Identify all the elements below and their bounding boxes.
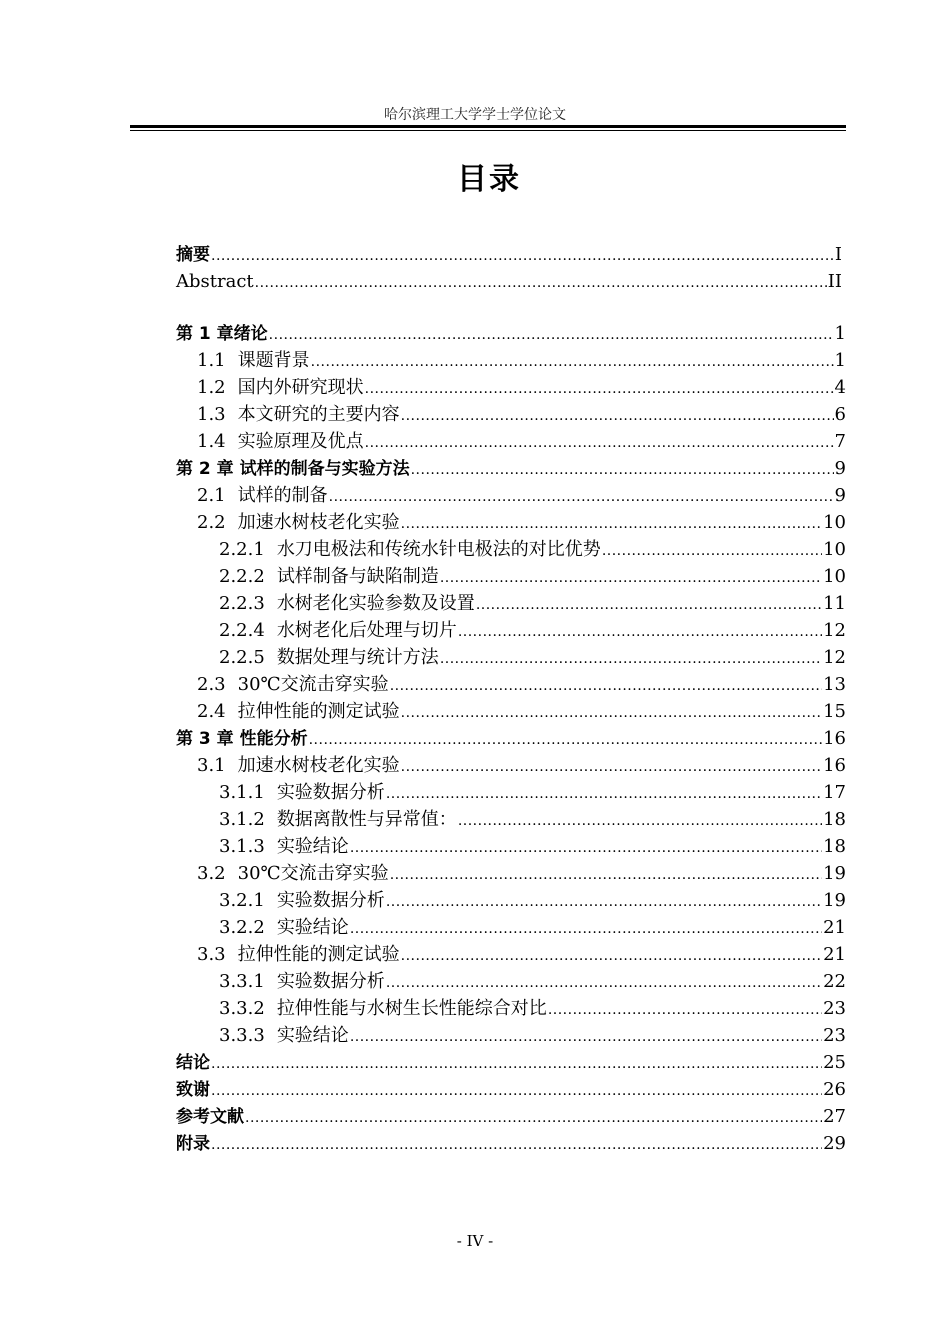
toc-dot-leader [269,322,834,349]
toc-entry-label [176,241,210,269]
toc-entry[interactable] [219,590,846,617]
toc-entry-label [219,887,385,914]
toc-entry-title: 拉伸性能的测定试验 [237,944,400,965]
toc-entry-page: 18 [823,836,846,857]
toc-dot-leader [350,916,822,943]
toc-dot-leader [401,754,822,781]
toc-entry-label [219,995,547,1022]
toc-dot-leader [211,243,834,270]
toc-entry-title: 实验数据分析 [276,890,385,911]
toc-entry-label [197,428,364,455]
toc-dot-leader [548,997,822,1024]
toc-entry[interactable] [176,320,846,347]
toc-entry-title: 参考文献 [176,1107,244,1127]
toc-entry-label [176,725,308,753]
toc-entry-number: 2.2.4 [219,620,265,641]
toc-entry-label [197,752,400,779]
toc-entry-label [176,1103,244,1131]
toc-entry-title: 本文研究的主要内容 [237,404,400,425]
toc-dot-leader [245,1105,822,1132]
toc-entry-page: 23 [823,1025,846,1046]
toc-entry-title: 结论 [176,1053,210,1073]
toc-entry-title: 第 2 章 试样的制备与实验方法 [176,459,410,479]
toc-entry-page: 16 [823,728,846,749]
toc-entry[interactable] [197,347,846,374]
toc-entry-title: 致谢 [176,1080,210,1100]
toc-dot-leader [476,592,822,619]
toc-dot-leader [440,565,822,592]
toc-entry-label [176,1076,210,1104]
toc-entry-title: 加速水树枝老化实验 [237,512,400,533]
toc-entry-page: 17 [823,782,846,803]
toc-entry-label [197,509,400,536]
toc-entry-number: 2.3 [197,674,226,695]
toc-entry-number: 3.3 [197,944,226,965]
toc-entry-title: 水树老化实验参数及设置 [276,593,475,614]
toc-entry-label [219,644,439,671]
toc-entry-label [219,806,457,833]
toc-entry-page: 27 [823,1106,846,1127]
toc-entry-title: 拉伸性能与水树生长性能综合对比 [276,998,547,1019]
toc-entry-title: 数据离散性与异常值： [276,809,457,830]
toc-entry-page: 19 [823,863,846,884]
toc-entry[interactable] [219,644,846,671]
toc-entry-page: 7 [834,431,846,452]
toc-entry-title: 实验数据分析 [276,971,385,992]
toc-entry-page: 18 [823,809,846,830]
toc-entry-label [219,833,349,860]
toc-dot-leader [390,673,822,700]
toc-entry-number: 1.3 [197,404,226,425]
toc-entry[interactable] [176,1076,846,1103]
toc-dot-leader [401,700,822,727]
toc-dot-leader [255,270,827,297]
toc-entry-title: Abstract [176,271,254,292]
toc-entry-label [219,779,385,806]
toc-entry-label [197,671,389,698]
toc-entry-number: 3.1.2 [219,809,265,830]
toc-entry-page: 29 [823,1133,846,1154]
toc-entry[interactable] [197,941,846,968]
toc-entry-page: 19 [823,890,846,911]
toc-dot-leader [440,646,822,673]
toc-entry[interactable] [219,1022,846,1049]
toc-entry-title: 实验结论 [276,1025,349,1046]
toc-entry-page: 4 [834,377,846,398]
toc-entry-label [176,1130,210,1158]
toc-entry-page: I [834,244,842,265]
toc-entry-page: 1 [834,323,846,344]
toc-entry[interactable] [176,1103,846,1130]
toc-entry-number: 2.2.5 [219,647,265,668]
toc-entry-label [219,590,475,617]
toc-entry-label [197,401,400,428]
toc-entry-number: 3.1.3 [219,836,265,857]
toc-entry-page: 11 [823,593,846,614]
toc-dot-leader [401,943,822,970]
toc-entry-title: 30℃交流击穿实验 [237,863,389,884]
toc-entry-number: 2.2 [197,512,226,533]
toc-entry-title: 水树老化后处理与切片 [276,620,457,641]
toc-entry[interactable] [219,968,846,995]
toc-entry-title: 数据处理与统计方法 [276,647,439,668]
toc-entry-title: 摘要 [176,245,210,265]
toc-entry-page: 12 [823,620,846,641]
toc-entry[interactable] [176,241,842,268]
toc-entry-title: 加速水树枝老化实验 [237,755,400,776]
toc-entry-label [176,320,268,348]
toc-dot-leader [365,430,834,457]
toc-entry-page: 21 [823,944,846,965]
toc-entry-number: 2.2.1 [219,539,265,560]
toc-entry-number: 3.3.2 [219,998,265,1019]
toc-entry-title: 第 1 章绪论 [176,324,268,344]
table-of-contents [0,241,950,1201]
toc-entry-label [219,914,349,941]
toc-dot-leader [309,727,823,754]
toc-dot-leader [401,511,822,538]
toc-entry-page: 10 [823,539,846,560]
toc-entry-page: 16 [823,755,846,776]
toc-dot-leader [365,376,834,403]
toc-entry[interactable] [219,995,846,1022]
toc-entry-page: 22 [823,971,846,992]
toc-entry-label [176,1049,210,1077]
toc-entry-number: 3.2 [197,863,226,884]
toc-entry[interactable] [176,725,846,752]
toc-entry-title: 实验数据分析 [276,782,385,803]
toc-entry-label [176,455,410,483]
toc-entry-number: 2.2.2 [219,566,265,587]
header-rule-thick [130,125,846,128]
toc-entry[interactable] [197,401,846,428]
toc-entry-number: 3.1 [197,755,226,776]
toc-entry-page: 12 [823,647,846,668]
toc-dot-leader [386,781,822,808]
toc-entry-page: 25 [823,1052,846,1073]
toc-entry-number: 3.3.3 [219,1025,265,1046]
toc-entry[interactable] [176,455,846,482]
toc-entry-page: 21 [823,917,846,938]
toc-entry[interactable] [176,1130,846,1157]
toc-dot-leader [401,403,834,430]
toc-entry[interactable] [197,860,846,887]
toc-entry[interactable] [197,752,846,779]
toc-entry-number: 3.2.1 [219,890,265,911]
toc-entry-title: 第 3 章 性能分析 [176,729,308,749]
toc-dot-leader [211,1078,822,1105]
toc-entry-label [197,941,400,968]
toc-entry-number: 2.2.3 [219,593,265,614]
toc-entry-page: II [827,271,842,292]
toc-entry-label [219,968,385,995]
toc-entry[interactable] [176,1049,846,1076]
toc-dot-leader [311,349,834,376]
toc-entry-page: 6 [834,404,846,425]
toc-entry-page: 13 [823,674,846,695]
toc-entry-page: 10 [823,566,846,587]
toc-entry-label [197,698,400,725]
toc-entry-number: 1.2 [197,377,226,398]
toc-entry-page: 9 [834,458,846,479]
toc-dot-leader [386,889,822,916]
toc-entry[interactable] [219,617,846,644]
toc-entry-label [197,860,389,887]
page-header: 哈尔滨理工大学学士学位论文 [384,107,566,123]
toc-entry[interactable] [219,536,846,563]
toc-entry-page: 10 [823,512,846,533]
toc-entry-label [197,374,364,401]
toc-dot-leader [350,835,822,862]
toc-entry-page: 9 [834,485,846,506]
page-number: - IV - [456,1232,494,1250]
toc-entry-title: 试样的制备 [237,485,328,506]
header-rule-thin [130,130,846,131]
toc-entry[interactable] [219,914,846,941]
toc-entry-label [219,617,457,644]
toc-entry-number: 2.4 [197,701,226,722]
toc-entry-number: 2.1 [197,485,226,506]
toc-entry[interactable] [197,671,846,698]
toc-dot-leader [602,538,822,565]
toc-entry-title: 30℃交流击穿实验 [237,674,389,695]
toc-dot-leader [390,862,822,889]
toc-entry-title: 课题背景 [237,350,310,371]
toc-entry-title: 实验结论 [276,917,349,938]
toc-entry-title: 水刀电极法和传统水针电极法的对比优势 [276,539,601,560]
toc-entry-label [219,536,601,563]
toc-entry-number: 1.1 [197,350,226,371]
toc-entry-title: 拉伸性能的测定试验 [237,701,400,722]
toc-entry[interactable] [197,509,846,536]
toc-entry-page: 23 [823,998,846,1019]
page-title: 目录 [457,162,521,197]
toc-entry-label [197,482,328,509]
toc-entry-page: 26 [823,1079,846,1100]
toc-entry-number: 3.1.1 [219,782,265,803]
toc-dot-leader [211,1051,822,1078]
toc-entry[interactable] [219,887,846,914]
toc-dot-leader [350,1024,822,1051]
toc-entry[interactable] [219,779,846,806]
toc-entry[interactable] [197,428,846,455]
toc-dot-leader [411,457,834,484]
toc-entry-label [219,1022,349,1049]
toc-entry-label [219,563,439,590]
toc-entry-title: 实验结论 [276,836,349,857]
toc-entry-number: 1.4 [197,431,226,452]
toc-entry-title: 实验原理及优点 [237,431,364,452]
toc-entry-number: 3.2.2 [219,917,265,938]
toc-entry-label [197,347,310,374]
toc-dot-leader [458,808,822,835]
toc-entry-title: 试样制备与缺陷制造 [276,566,439,587]
toc-entry[interactable] [176,268,842,295]
toc-dot-leader [329,484,834,511]
toc-entry-label [176,268,254,295]
toc-entry-number: 3.3.1 [219,971,265,992]
toc-dot-leader [458,619,822,646]
toc-entry[interactable] [219,806,846,833]
toc-entry[interactable] [197,482,846,509]
toc-entry-page: 15 [823,701,846,722]
toc-entry-title: 附录 [176,1134,210,1154]
toc-entry-title: 国内外研究现状 [237,377,364,398]
toc-dot-leader [211,1132,822,1159]
toc-entry[interactable] [219,563,846,590]
toc-entry-page: 1 [834,350,846,371]
toc-entry[interactable] [219,833,846,860]
toc-dot-leader [386,970,822,997]
toc-entry[interactable] [197,374,846,401]
toc-entry[interactable] [197,698,846,725]
